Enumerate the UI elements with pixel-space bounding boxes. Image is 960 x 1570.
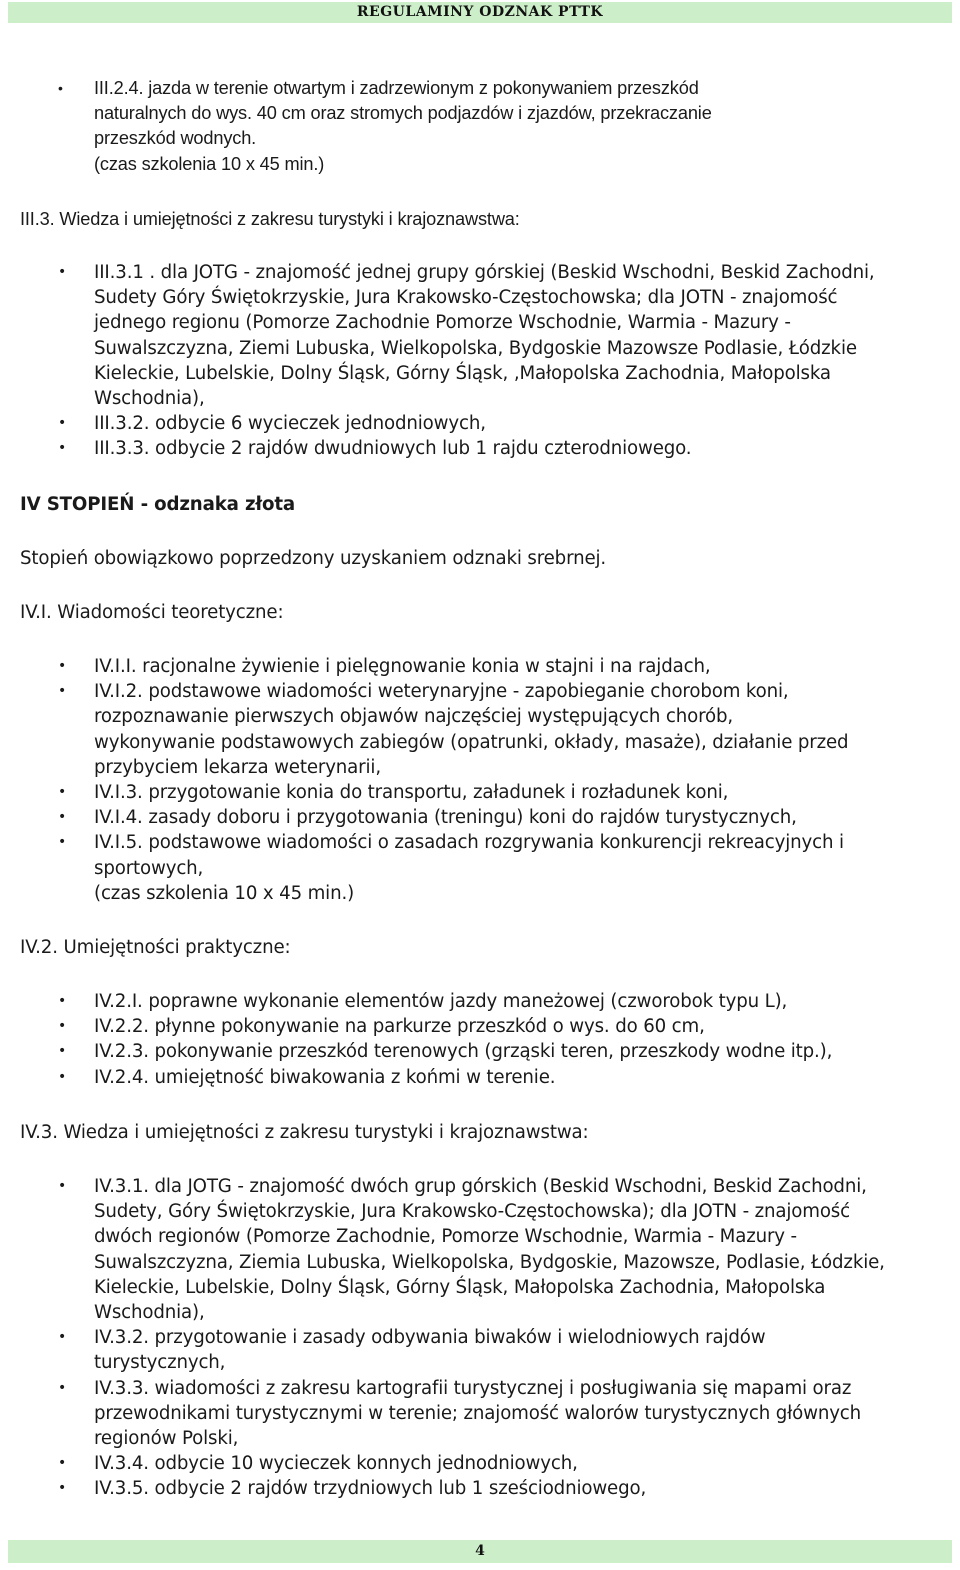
list-item-line: IV.2.2. płynne pokonywanie na parkurze przeszkód o wys. do 60 cm, — [94, 1016, 705, 1038]
list-item-line: IV.3.2. przygotowanie i zasady odbywania biwaków i wielodniowych rajdów — [94, 1327, 766, 1349]
list-item-line: rozpoznawanie pierwszych objawów najczęściej występujących chorób, — [94, 706, 734, 728]
list-IV1 — [20, 654, 950, 906]
list-item-line: Wschodnia), — [94, 388, 205, 410]
bullet-icon: • — [58, 1068, 67, 1085]
list-item-line: naturalnych do wys. 40 cm oraz stromych podjazdów i zjazdów, przekraczanie — [94, 103, 712, 124]
bullet-list — [20, 989, 950, 1090]
page-header: REGULAMINY ODZNAK PTTK — [8, 2, 952, 23]
list-item — [20, 830, 950, 906]
stopien-heading: IV STOPIEŃ - odznaka złota — [20, 494, 296, 515]
list-III2-tail — [20, 76, 950, 177]
bullet-icon: • — [58, 1379, 67, 1396]
bullet-icon: • — [58, 784, 67, 801]
list-item — [20, 805, 950, 830]
list-item-line: IV.2.4. umiejętność biwakowania z końmi w terenie. — [94, 1066, 556, 1088]
list-item-line: IV.2.I. poprawne wykonanie elementów jazdy maneżowej (czworobok typu L), — [94, 991, 788, 1012]
list-item-line: sportowych, — [94, 857, 204, 879]
list-item — [20, 1014, 950, 1039]
list-item-line: Wschodnia), — [94, 1302, 205, 1324]
bullet-list — [20, 1174, 950, 1502]
list-item — [20, 1376, 950, 1452]
bullet-icon: • — [58, 993, 67, 1009]
list-item-line: przybyciem lekarza weterynarii, — [94, 756, 381, 778]
page-number: 4 — [8, 1540, 952, 1563]
list-item — [20, 76, 950, 177]
section-heading-IV3: IV.3. Wiedza i umiejętności z zakresu turystyki i krajoznawstwa: — [20, 1122, 589, 1143]
bullet-icon: • — [58, 415, 67, 432]
bullet-icon: • — [58, 1178, 67, 1194]
list-item-line: IV.I.2. podstawowe wiadomości weterynaryjne - zapobieganie chorobom koni, — [94, 681, 789, 703]
section-heading-IV1: IV.I. Wiadomości teoretyczne: — [20, 602, 284, 623]
list-item-line: Kieleckie, Lubelskie, Dolny Śląsk, Górny Śląsk, Małopolska Zachodnia, Małopolska — [94, 1276, 826, 1298]
list-item-line: IV.3.3. wiadomości z zakresu kartografii turystycznej i posługiwania się mapami oraz — [94, 1377, 852, 1399]
list-item-line: IV.3.1. dla JOTG - znajomość dwóch grup górskich (Beskid Wschodni, Beskid Zachodni, — [94, 1176, 867, 1197]
list-item-line: IV.3.4. odbycie 10 wycieczek konnych jednodniowych, — [94, 1453, 578, 1475]
stopien-note: Stopień obowiązkowo poprzedzony uzyskaniem odznaki srebrnej. — [20, 548, 607, 569]
list-item-line: Sudety Góry Świętokrzyskie, Jura Krakowsko-Częstochowska; dla JOTN - znajomość — [94, 287, 838, 309]
list-item — [20, 1451, 950, 1476]
list-item-line: przewodnikami turystycznymi w terenie; znajomość walorów turystycznych głównych — [94, 1402, 862, 1424]
bullet-icon: • — [58, 834, 67, 851]
bullet-icon: • — [58, 1018, 67, 1035]
list-item-line: III.3.1 . dla JOTG - znajomość jednej grupy górskiej (Beskid Wschodni, Beskid Zachodni, — [94, 262, 875, 283]
list-item-line: wykonywanie podstawowych zabiegów (opatrunki, okłady, masaże), działanie przed — [94, 731, 849, 753]
list-item-line: Kieleckie, Lubelskie, Dolny Śląsk, Górny Śląsk, ,Małopolska Zachodnia, Małopolska — [94, 362, 831, 384]
list-item — [20, 1325, 950, 1375]
list-item — [20, 780, 950, 805]
list-item — [20, 1476, 950, 1501]
list-item — [20, 1174, 950, 1325]
list-item-line: Sudety, Góry Świętokrzyskie, Jura Krakowsko-Częstochowska); dla JOTN - znajomość — [94, 1201, 850, 1223]
list-item-line: regionów Polski, — [94, 1428, 239, 1450]
list-III3 — [20, 260, 950, 462]
list-item-line: III.3.3. odbycie 2 rajdów dwudniowych lub 1 rajdu czterodniowego. — [94, 438, 692, 460]
bullet-icon: • — [58, 1455, 67, 1472]
list-item — [20, 1065, 950, 1090]
bullet-list — [20, 260, 950, 462]
list-item — [20, 654, 950, 679]
section-heading-III3: III.3. Wiedza i umiejętności z zakresu turystyki i krajoznawstwa: — [20, 209, 520, 229]
bullet-icon: • — [58, 1480, 67, 1497]
list-item-line: dwóch regionów (Pomorze Zachodnie, Pomorze Wschodnie, Warmia - Mazury - — [94, 1226, 797, 1248]
list-IV3 — [20, 1174, 950, 1502]
list-item-line: III.3.2. odbycie 6 wycieczek jednodniowych, — [94, 413, 486, 435]
list-item-line: (czas szkolenia 10 x 45 min.) — [94, 153, 325, 174]
list-IV2 — [20, 989, 950, 1090]
list-item-line: IV.2.3. pokonywanie przeszkód terenowych (grząski teren, przeszkody wodne itp.), — [94, 1041, 833, 1063]
list-item-line: IV.I.5. podstawowe wiadomości o zasadach rozgrywania konkurencji rekreacyjnych i — [94, 832, 844, 854]
bullet-list — [20, 654, 950, 906]
list-item-line: (czas szkolenia 10 x 45 min.) — [94, 882, 355, 904]
list-item-line: IV.I.3. przygotowanie konia do transportu, załadunek i rozładunek koni, — [94, 782, 729, 804]
list-item — [20, 411, 950, 436]
list-item — [20, 436, 950, 461]
bullet-icon: • — [58, 1043, 67, 1060]
bullet-icon: • — [58, 809, 67, 826]
list-item-line: Suwalszczyzna, Ziemi Lubuska, Wielkopolska, Bydgoskie Mazowsze Podlasie, Łódzkie — [94, 337, 857, 359]
list-item — [20, 679, 950, 780]
list-item-line: jednego regionu (Pomorze Zachodnie Pomorze Wschodnie, Warmia - Mazury - — [94, 312, 791, 334]
list-item-line: turystycznych, — [94, 1352, 226, 1374]
list-item — [20, 260, 950, 411]
list-item — [20, 1039, 950, 1064]
bullet-icon: • — [58, 658, 67, 674]
list-item-line: III.2.4. jazda w terenie otwartym i zadrzewionym z pokonywaniem przeszkód — [94, 78, 699, 98]
bullet-icon: • — [58, 440, 67, 457]
list-item-line: IV.I.I. racjonalne żywienie i pielęgnowanie konia w stajni i na rajdach, — [94, 656, 711, 677]
list-item-line: Suwalszczyzna, Ziemia Lubuska, Wielkopolska, Bydgoskie, Mazowsze, Podlasie, Łódzkie, — [94, 1251, 885, 1273]
list-item-line: IV.I.4. zasady doboru i przygotowania (treningu) koni do rajdów turystycznych, — [94, 807, 797, 829]
list-item-line: przeszkód wodnych. — [94, 128, 257, 149]
bullet-icon: • — [58, 80, 63, 96]
section-heading-IV2: IV.2. Umiejętności praktyczne: — [20, 937, 291, 958]
list-item-line: IV.3.5. odbycie 2 rajdów trzydniowych lub 1 sześciodniowego, — [94, 1478, 647, 1500]
list-item — [20, 989, 950, 1014]
bullet-list — [20, 76, 950, 177]
bullet-icon: • — [58, 683, 67, 700]
bullet-icon: • — [58, 264, 67, 280]
bullet-icon: • — [58, 1329, 67, 1346]
